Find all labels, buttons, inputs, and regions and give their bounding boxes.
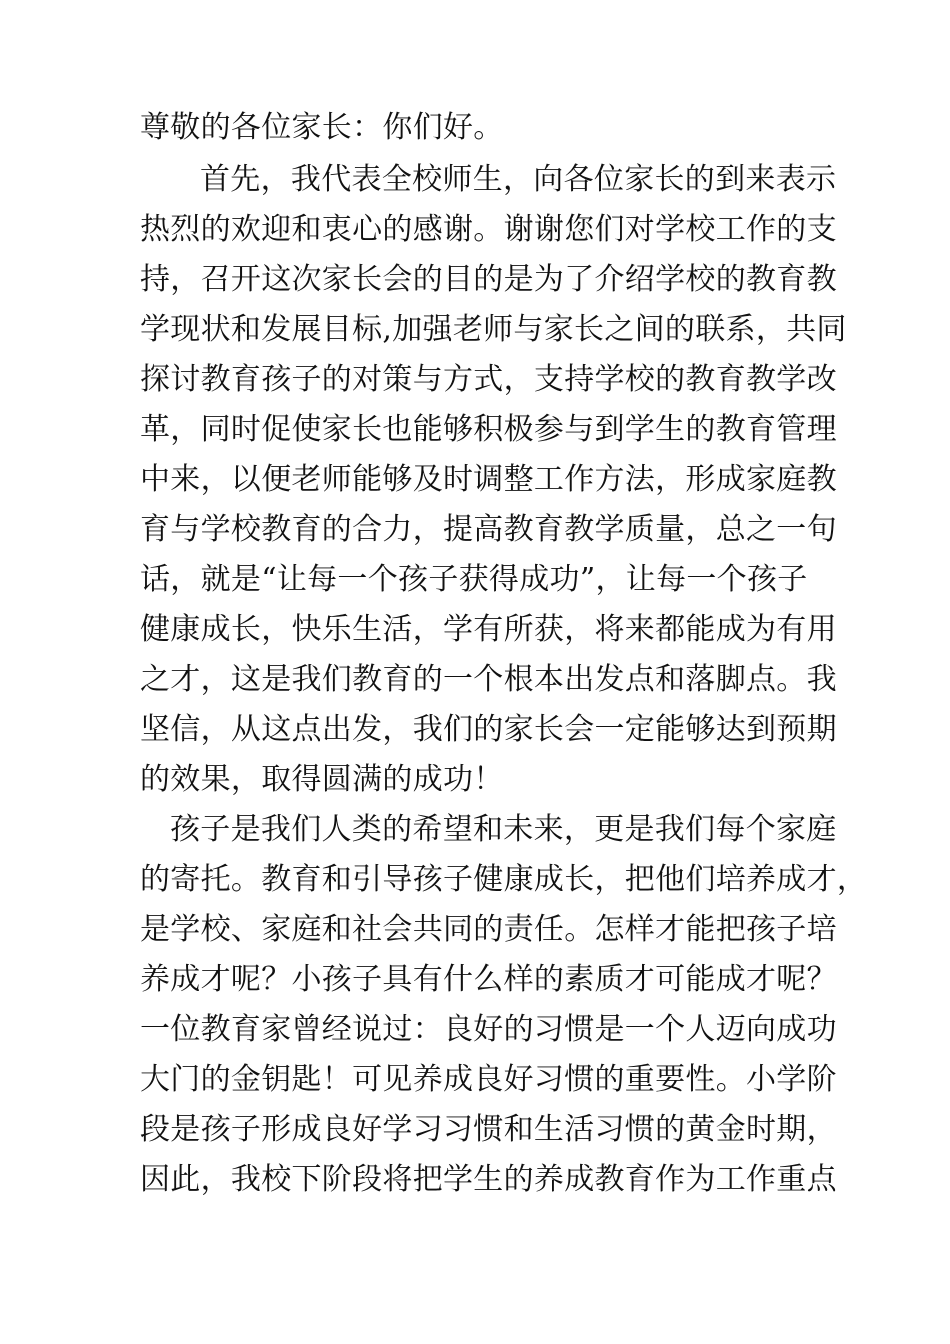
paragraph-1-line-10: 健康成长，快乐生活，学有所获，将来都能成为有用 (140, 612, 837, 647)
paragraph-2-line-8: 因此，我校下阶段将把学生的养成教育作为工作重点 (140, 1162, 837, 1197)
paragraph-2-line-2: 的寄托。教育和引导孩子健康成长，把他们培养成才， (140, 862, 868, 897)
paragraph-2-line-1: 孩子是我们人类的希望和未来，更是我们每个家庭 (170, 812, 837, 847)
paragraph-2-line-7: 段是孩子形成良好学习习惯和生活习惯的黄金时期， (140, 1112, 837, 1147)
paragraph-1-line-13: 的效果，取得圆满的成功！ (140, 762, 504, 797)
paragraph-2-line-3: 是学校、家庭和社会共同的责任。怎样才能把孩子培 (140, 912, 837, 947)
paragraph-2-line-4: 养成才呢？小孩子具有什么样的素质才可能成才呢？ (140, 962, 837, 997)
paragraph-1-line-12: 坚信，从这点出发，我们的家长会一定能够达到预期 (140, 712, 837, 747)
paragraph-1-line-8: 育与学校教育的合力，提高教育教学质量，总之一句 (140, 512, 837, 547)
paragraph-2-line-5: 一位教育家曾经说过：良好的习惯是一个人迈向成功 (140, 1012, 837, 1047)
greeting-line: 尊敬的各位家长：你们好。 (140, 110, 504, 145)
paragraph-1-line-7: 中来，以便老师能够及时调整工作方法，形成家庭教 (140, 462, 837, 497)
paragraph-1-line-4: 学现状和发展目标,加强老师与家长之间的联系，共同 (140, 312, 847, 347)
paragraph-1-line-9: 话，就是“让每一个孩子获得成功”，让每一个孩子 (140, 562, 808, 597)
paragraph-1-line-2: 热烈的欢迎和衷心的感谢。谢谢您们对学校工作的支 (140, 212, 837, 247)
paragraph-1-line-11: 之才，这是我们教育的一个根本出发点和落脚点。我 (140, 662, 837, 697)
paragraph-1-line-6: 革，同时促使家长也能够积极参与到学生的教育管理 (140, 412, 837, 447)
paragraph-2-line-6: 大门的金钥匙！可见养成良好习惯的重要性。小学阶 (140, 1062, 837, 1097)
paragraph-1-line-3: 持，召开这次家长会的目的是为了介绍学校的教育教 (140, 262, 837, 297)
paragraph-1-line-5: 探讨教育孩子的对策与方式，支持学校的教育教学改 (140, 362, 837, 397)
paragraph-1-line-1: 首先，我代表全校师生，向各位家长的到来表示 (200, 162, 837, 197)
